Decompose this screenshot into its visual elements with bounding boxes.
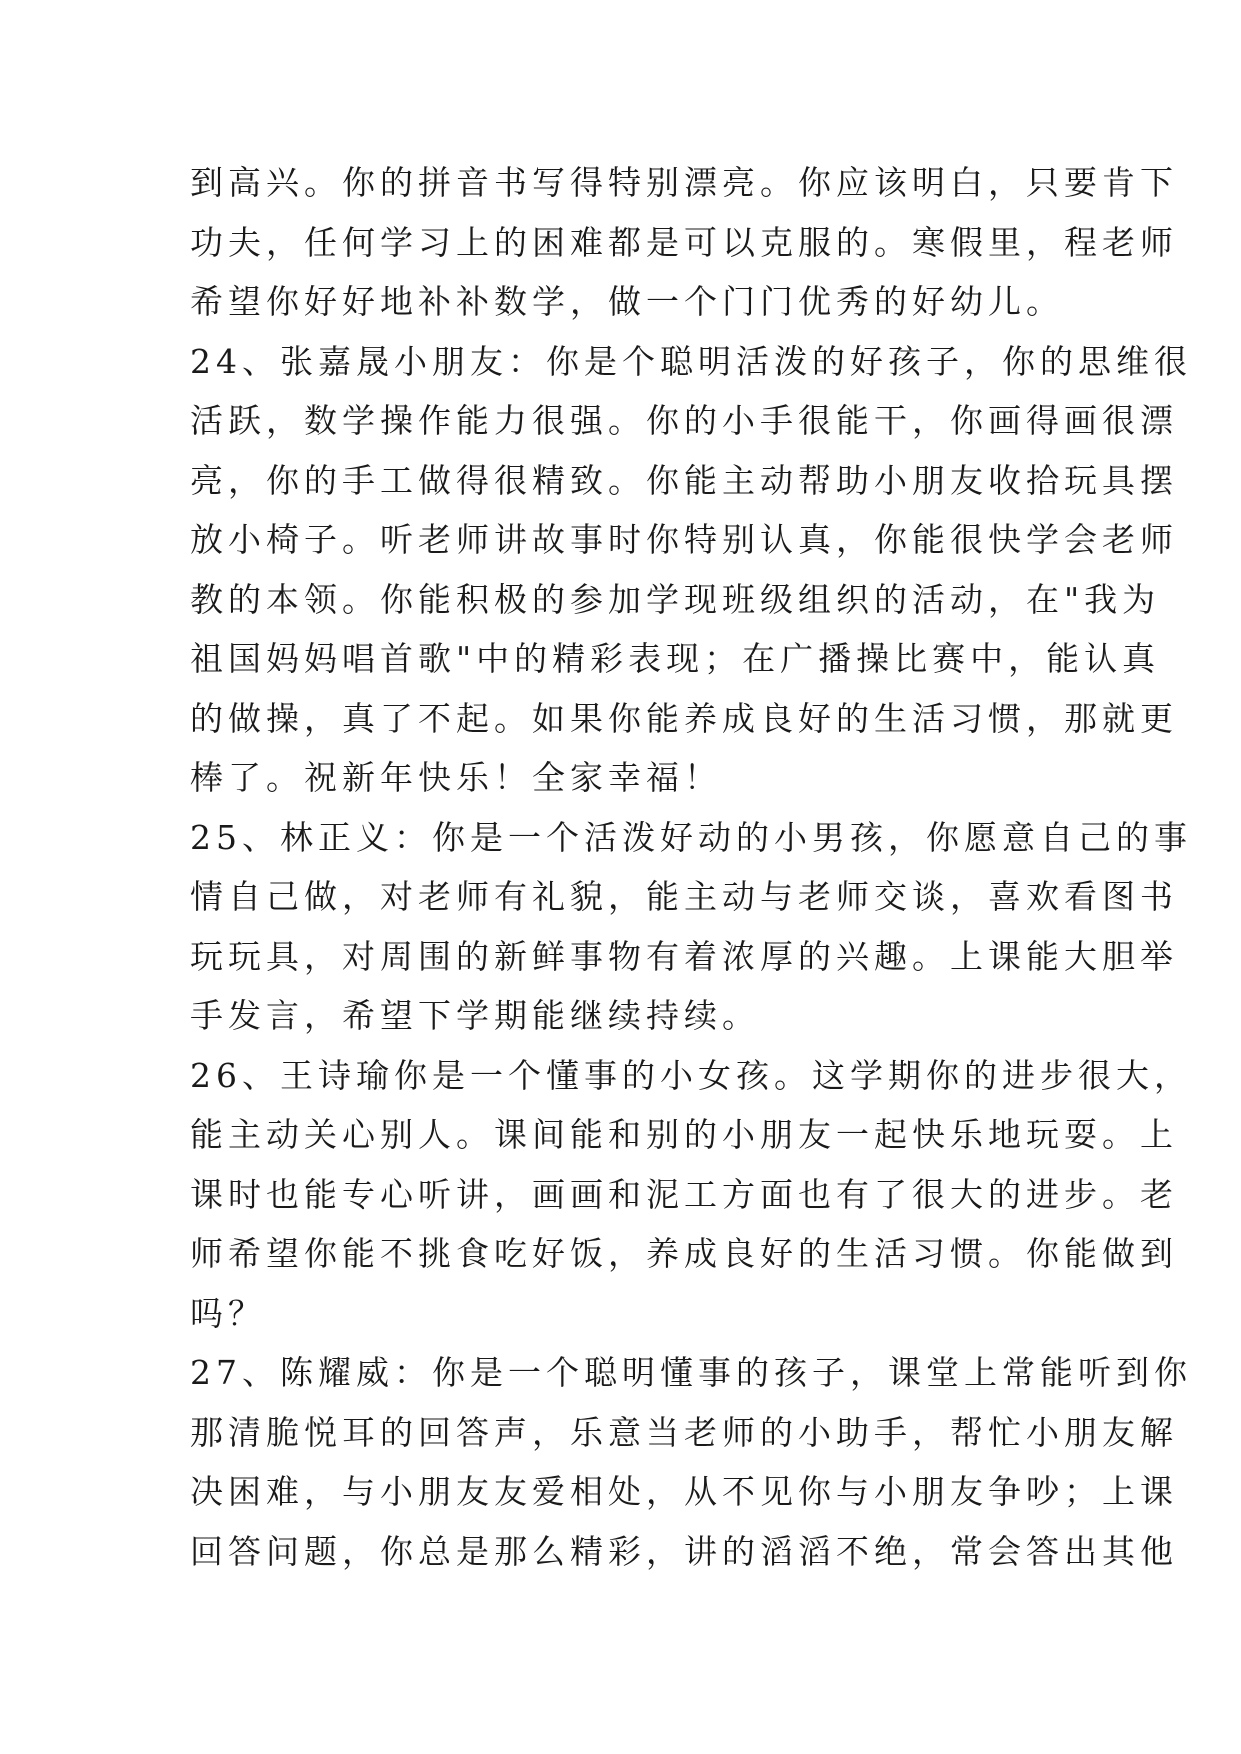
document-body: [190, 153, 1192, 1581]
text-line: 25、林正义：你是一个活泼好动的小男孩，你愿意自己的事: [190, 817, 1192, 857]
text-line: 回答问题，你总是那么精彩，讲的滔滔不绝，常会答出其他: [190, 1531, 1178, 1571]
text-line: 那清脆悦耳的回答声，乐意当老师的小助手，帮忙小朋友解: [190, 1412, 1178, 1452]
text-line: 到高兴。你的拼音书写得特别漂亮。你应该明白，只要肯下: [190, 163, 1178, 202]
text-line: 教的本领。你能积极的参加学现班级组织的活动，在"我为: [190, 579, 1161, 619]
text-line: 手发言，希望下学期能继续持续。: [190, 996, 760, 1035]
text-line: 吗？: [190, 1293, 266, 1333]
text-line: 祖国妈妈唱首歌"中的精彩表现；在广播操比赛中，能认真: [190, 639, 1161, 678]
text-line: 课时也能专心听讲，画画和泥工方面也有了很大的进步。老: [190, 1174, 1178, 1214]
text-line: 棒了。祝新年快乐！全家幸福！: [190, 758, 722, 797]
text-line: 26、王诗瑜你是一个懂事的小女孩。这学期你的进步很大，: [190, 1055, 1192, 1095]
text-line: 情自己做，对老师有礼貌，能主动与老师交谈，喜欢看图书: [190, 877, 1178, 916]
text-line: 功夫，任何学习上的困难都是可以克服的。寒假里，程老师: [190, 222, 1178, 262]
text-line: 玩玩具，对周围的新鲜事物有着浓厚的兴趣。上课能大胆举: [190, 936, 1178, 976]
text-line: 师希望你能不挑食吃好饭，养成良好的生活习惯。你能做到: [190, 1234, 1178, 1273]
text-line: 27、陈耀威：你是一个聪明懂事的孩子，课堂上常能听到你: [190, 1353, 1192, 1392]
text-line: 活跃，数学操作能力很强。你的小手很能干，你画得画很漂: [190, 401, 1178, 440]
text-line: 24、张嘉晟小朋友：你是个聪明活泼的好孩子，你的思维很: [190, 341, 1192, 381]
text-line: 决困难，与小朋友友爱相处，从不见你与小朋友争吵；上课: [190, 1472, 1178, 1511]
text-line: 亮，你的手工做得很精致。你能主动帮助小朋友收拾玩具摆: [190, 460, 1178, 500]
text-line: 希望你好好地补补数学，做一个门门优秀的好幼儿。: [190, 282, 1064, 321]
text-line: 能主动关心别人。课间能和别的小朋友一起快乐地玩耍。上: [190, 1115, 1178, 1154]
text-line: 放小椅子。听老师讲故事时你特别认真，你能很快学会老师: [190, 520, 1178, 559]
text-line: 的做操，真了不起。如果你能养成良好的生活习惯，那就更: [190, 698, 1178, 738]
